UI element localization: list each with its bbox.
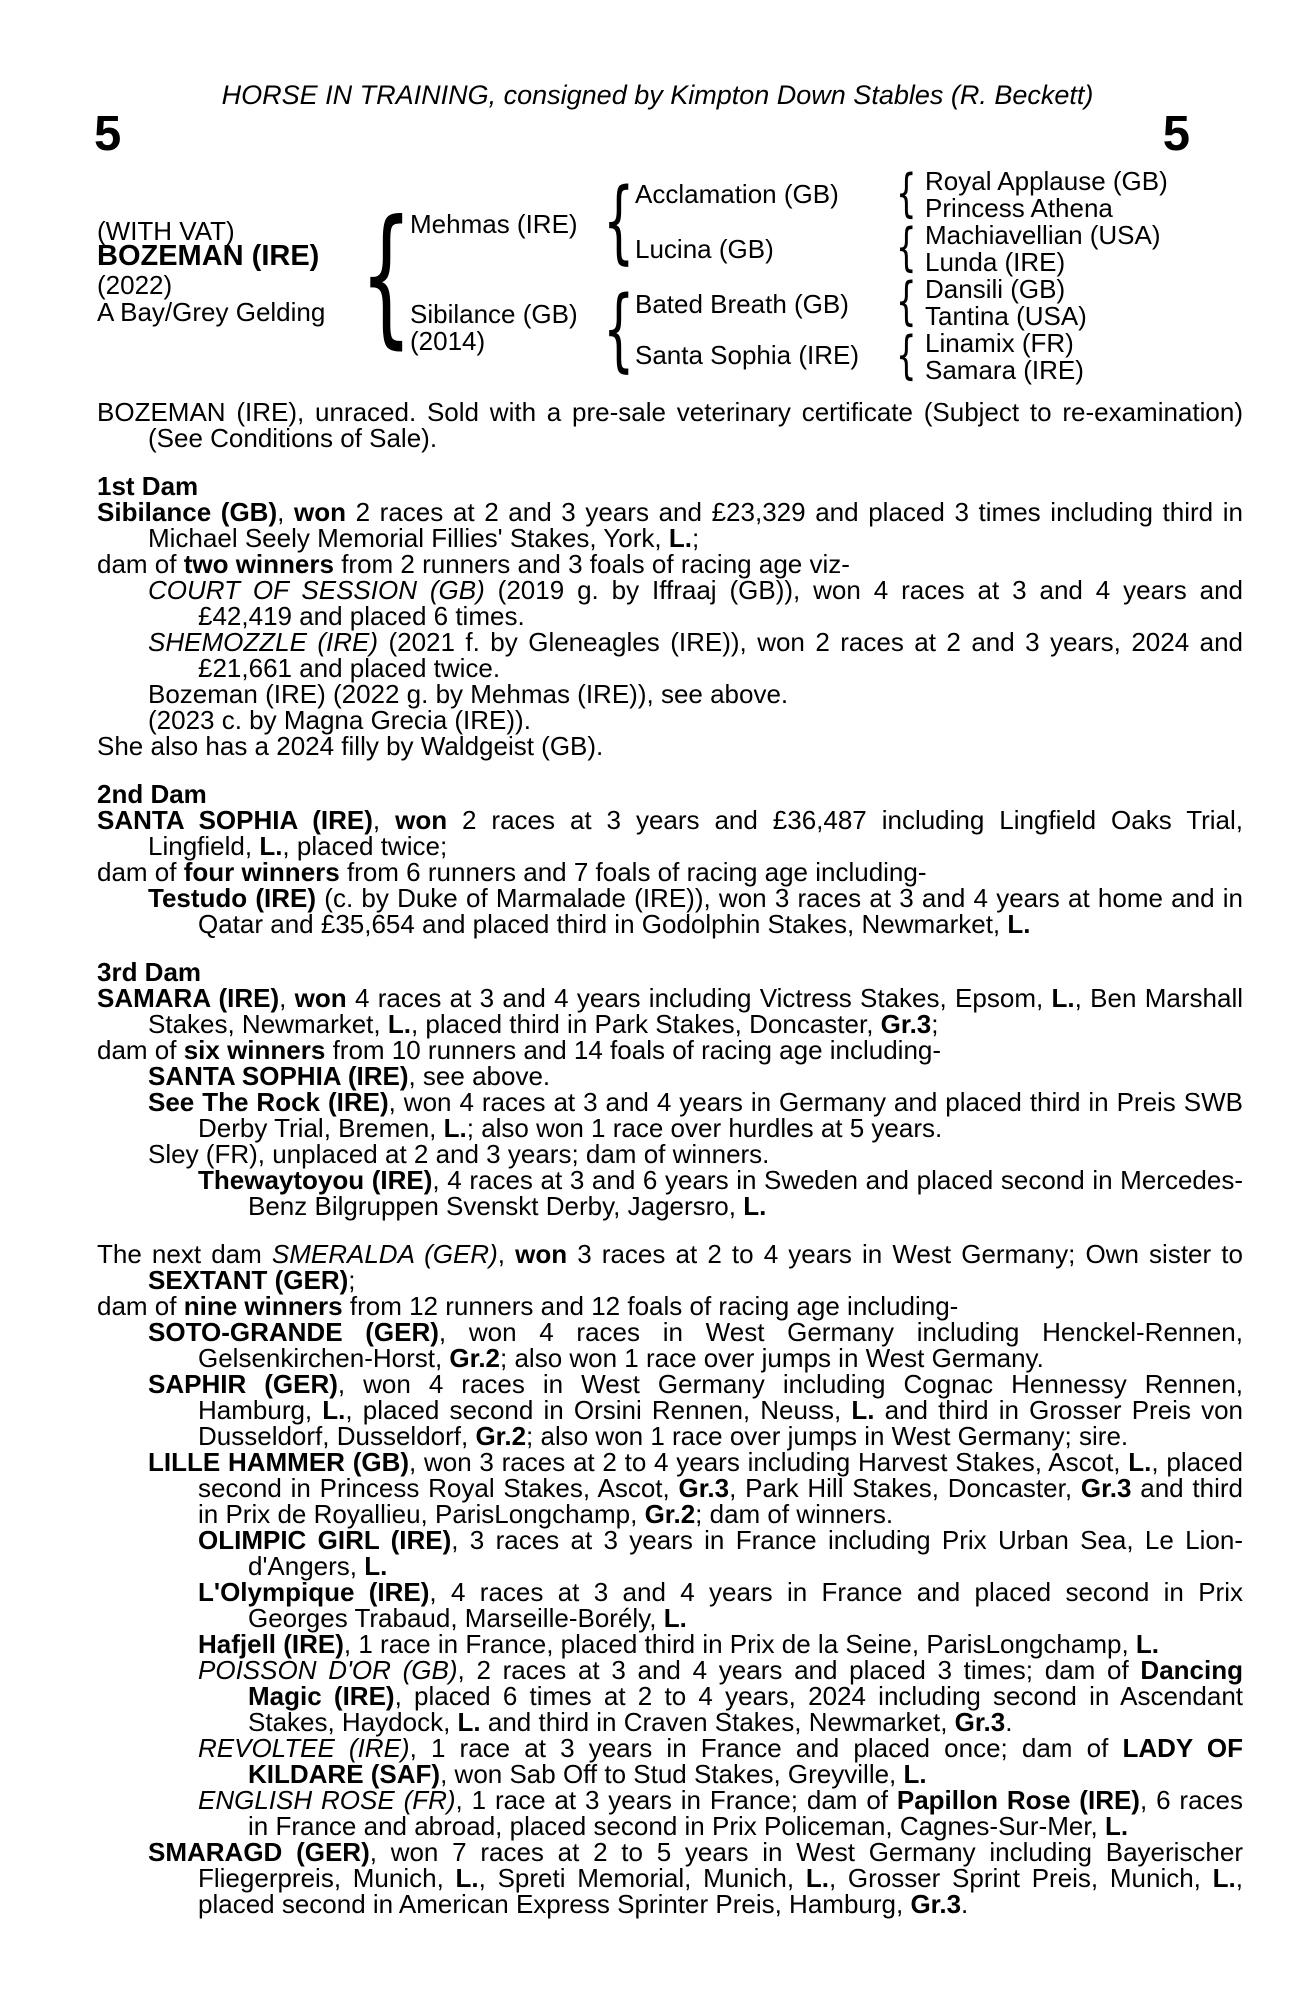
text-run: ; bbox=[691, 523, 700, 553]
great-grandsire-2: Machiavellian (USA) bbox=[925, 220, 1161, 250]
catalogue-paragraph bbox=[97, 1735, 1243, 1787]
text-run: and third in Prix de Royallieu, ParisLongchamp, bbox=[198, 1473, 1243, 1529]
text-run: , bbox=[277, 497, 294, 527]
text-run: SANTA SOPHIA (IRE) bbox=[97, 805, 373, 835]
text-run: dam of bbox=[97, 1035, 184, 1065]
text-run: won bbox=[395, 805, 448, 835]
text-run: LADY OF KILDARE (SAF) bbox=[248, 1733, 1243, 1789]
text-run: , Ben Marshall Stakes, Newmarket, bbox=[148, 983, 1244, 1039]
pedigree-brace-gp1: { bbox=[896, 164, 917, 224]
catalogue-paragraph bbox=[97, 733, 1243, 759]
text-run: SAPHIR (GER) bbox=[148, 1369, 338, 1399]
text-run: The next dam bbox=[97, 1239, 272, 1269]
text-run: ; bbox=[931, 1009, 939, 1039]
text-run: Sibilance (GB) bbox=[97, 497, 278, 527]
text-run: L. bbox=[1105, 1811, 1129, 1841]
text-run: , Park Hill Stakes, Doncaster, bbox=[729, 1473, 1081, 1503]
text-run: , 1 race at 3 years in France; dam of bbox=[455, 1785, 897, 1815]
catalogue-paragraph bbox=[97, 1319, 1243, 1371]
text-run: L. bbox=[851, 1395, 875, 1425]
catalogue-paragraph bbox=[97, 1241, 1243, 1293]
great-grandsire-3: Dansili (GB) bbox=[925, 274, 1066, 304]
text-run: Papillon Rose (IRE) bbox=[896, 1785, 1140, 1815]
catalogue-paragraph bbox=[97, 1579, 1243, 1631]
text-run: L'Olympique (IRE) bbox=[198, 1577, 430, 1607]
text-run: , placed second in Princess Royal Stakes, Ascot, bbox=[198, 1447, 1243, 1503]
text-run: L. bbox=[364, 1551, 388, 1581]
text-run: L. bbox=[1051, 983, 1075, 1013]
text-run: Gr.2 bbox=[449, 1343, 501, 1373]
text-run: L. bbox=[805, 1863, 829, 1893]
text-run: , won 7 races at 2 to 5 years in West Germany including Bayerischer Fliegerpreis, Munich, bbox=[198, 1837, 1243, 1893]
great-granddam-1: Princess Athena bbox=[925, 193, 1113, 223]
text-run: 4 races at 3 and 4 years including Victress Stakes, Epsom, bbox=[346, 983, 1052, 1013]
text-run: , bbox=[497, 1239, 516, 1269]
text-run: , 1 race in France, placed third in Prix de la Seine, ParisLongchamp, bbox=[343, 1629, 1136, 1659]
text-run: , 1 race at 3 years in France and placed once; dam of bbox=[409, 1733, 1123, 1763]
lot-number-left: 5 bbox=[94, 107, 122, 161]
text-run: Gr.3 bbox=[880, 1009, 932, 1039]
text-run: (2019 g. by Iffraaj (GB)), won 4 races at 3 and 4 years and £42,419 and placed 6 times. bbox=[198, 575, 1243, 631]
text-run: , won 4 races at 3 and 4 years in Germany and placed third in Preis SWB Derby Trial, Bremen, bbox=[198, 1087, 1243, 1143]
text-run: See The Rock (IRE) bbox=[148, 1087, 389, 1117]
text-run: , won 3 races at 2 to 4 years including Harvest Stakes, Ascot, bbox=[409, 1447, 1129, 1477]
catalogue-paragraph bbox=[97, 1657, 1243, 1735]
sire-of-dam: Bated Breath (GB) bbox=[635, 289, 849, 319]
text-run: , placed second in American Express Sprinter Preis, Hamburg, bbox=[198, 1863, 1243, 1919]
text-run: L. bbox=[322, 1395, 346, 1425]
text-run: , 6 races in France and abroad, placed second in Prix Policeman, Cagnes-Sur-Mer, bbox=[248, 1785, 1243, 1841]
text-run: L. bbox=[259, 831, 283, 861]
text-run: SAMARA (IRE) bbox=[97, 983, 280, 1013]
text-run: Gr.2 bbox=[644, 1499, 696, 1529]
catalogue-paragraph bbox=[97, 1787, 1243, 1839]
catalogue-paragraph bbox=[97, 1037, 1243, 1063]
text-run: POISSON D'OR (GB) bbox=[198, 1655, 458, 1685]
subject-foaling-year: (2022) bbox=[97, 270, 173, 300]
text-run: Hafjell (IRE) bbox=[198, 1629, 344, 1659]
catalogue-paragraph bbox=[97, 859, 1243, 885]
text-run: , 3 races at 3 years in France including Prix Urban Sea, Le Lion-d'Angers, bbox=[248, 1525, 1243, 1581]
pedigree-brace-gp3: { bbox=[896, 272, 917, 332]
text-run: four winners bbox=[183, 857, 340, 887]
catalogue-paragraph bbox=[97, 807, 1243, 859]
text-run: 2 races at 2 and 3 years and £23,329 and placed 3 times including third in Michael Seely Memorial Fillies' Stakes, York, bbox=[148, 497, 1243, 553]
catalogue-paragraph bbox=[97, 1167, 1243, 1219]
text-run: LILLE HAMMER (GB) bbox=[148, 1447, 410, 1477]
text-run: , won Sab Off to Stud Stakes, Greyville, bbox=[440, 1759, 904, 1789]
text-run: SEXTANT (GER) bbox=[148, 1265, 349, 1295]
catalogue-paragraph bbox=[97, 1089, 1243, 1141]
sire-name: Mehmas (IRE) bbox=[410, 209, 578, 239]
subject-description: A Bay/Grey Gelding bbox=[97, 297, 326, 327]
text-run: , placed 6 times at 2 to 4 years, 2024 including second in Ascendant Stakes, Haydock, bbox=[248, 1681, 1243, 1737]
text-run: SMERALDA (GER) bbox=[271, 1239, 498, 1269]
text-run: Gr.3 bbox=[954, 1707, 1006, 1737]
text-run: (2021 f. by Gleneagles (IRE)), won 2 races at 2 and 3 years, 2024 and £21,661 and placed twice. bbox=[198, 627, 1243, 683]
text-run: from 10 runners and 14 foals of racing age including- bbox=[325, 1035, 942, 1065]
catalogue-paragraph bbox=[97, 985, 1243, 1037]
text-run: , placed second in Orsini Rennen, Neuss, bbox=[345, 1395, 852, 1425]
pedigree-brace-gp2: { bbox=[896, 218, 917, 278]
pedigree-brace-main: { bbox=[360, 189, 413, 363]
text-run: , won 4 races in West Germany including Henckel-Rennen, Gelsenkirchen-Horst, bbox=[198, 1317, 1243, 1373]
text-run: ; also won 1 race over hurdles at 5 years. bbox=[466, 1113, 943, 1143]
text-run: from 6 runners and 7 foals of racing age including- bbox=[339, 857, 927, 887]
text-run: REVOLTEE (IRE) bbox=[198, 1733, 410, 1763]
text-run: ; also won 1 race over jumps in West Germany. bbox=[500, 1343, 1044, 1373]
text-run: L. bbox=[455, 1863, 479, 1893]
text-run: Gr.3 bbox=[1080, 1473, 1132, 1503]
text-run: ENGLISH ROSE (FR) bbox=[198, 1785, 456, 1815]
text-run: Gr.3 bbox=[910, 1889, 962, 1919]
great-granddam-2: Lunda (IRE) bbox=[925, 247, 1066, 277]
text-run: (2023 c. by Magna Grecia (IRE)). bbox=[148, 705, 531, 735]
text-run: SHEMOZZLE (IRE) bbox=[148, 627, 379, 657]
text-run: L. bbox=[457, 1707, 481, 1737]
text-run: , bbox=[279, 983, 295, 1013]
text-run: ; bbox=[348, 1265, 356, 1295]
text-run: SOTO-GRANDE (GER) bbox=[148, 1317, 439, 1347]
text-run: She also has a 2024 filly by Waldgeist (GB). bbox=[97, 731, 604, 761]
text-run: won bbox=[515, 1239, 568, 1269]
dam-section-heading: 3rd Dam bbox=[97, 957, 202, 987]
text-run: (c. by Duke of Marmalade (IRE)), won 3 races at 3 and 4 years at home and in Qatar and £35,654 and placed third in Godolphin Stakes, Newmarket, bbox=[198, 883, 1243, 939]
catalogue-paragraph bbox=[97, 551, 1243, 577]
text-run: dam of bbox=[97, 549, 184, 579]
text-run: L. bbox=[1128, 1447, 1152, 1477]
catalogue-paragraph bbox=[97, 499, 1243, 551]
text-run: Gr.3 bbox=[678, 1473, 730, 1503]
text-run: BOZEMAN (IRE), unraced. Sold with a pre-sale veterinary certificate (Subject to re-examination) (See Conditions of Sale). bbox=[97, 397, 1243, 453]
dam-of-dam: Santa Sophia (IRE) bbox=[635, 340, 860, 370]
text-run: Gr.2 bbox=[475, 1421, 527, 1451]
text-run: , placed third in Park Stakes, Doncaster, bbox=[410, 1009, 881, 1039]
catalogue-paragraph bbox=[97, 1141, 1243, 1167]
text-run: OLIMPIC GIRL (IRE) bbox=[198, 1525, 452, 1555]
text-run: , 4 races at 3 and 4 years in France and placed second in Prix Georges Trabaud, Marseille-Borély, bbox=[248, 1577, 1243, 1633]
vat-note: (WITH VAT) bbox=[97, 216, 235, 246]
great-granddam-3: Tantina (USA) bbox=[925, 301, 1087, 331]
sire-of-sire: Acclamation (GB) bbox=[635, 179, 839, 209]
text-run: SANTA SOPHIA (IRE) bbox=[148, 1061, 409, 1091]
text-run: , placed twice; bbox=[282, 831, 448, 861]
pedigree-brace-sire: { bbox=[603, 169, 635, 274]
catalogue-paragraph bbox=[97, 1371, 1243, 1449]
dam-foaling-year: (2014) bbox=[410, 326, 486, 356]
catalogue-paragraph bbox=[97, 1527, 1243, 1579]
catalogue-body bbox=[97, 399, 1243, 1917]
catalogue-paragraph bbox=[97, 1063, 1243, 1089]
text-run: two winners bbox=[183, 549, 334, 579]
text-run: L. bbox=[387, 1009, 411, 1039]
catalogue-paragraph bbox=[97, 1293, 1243, 1319]
dam-of-sire: Lucina (GB) bbox=[635, 234, 774, 264]
catalogue-paragraph bbox=[97, 629, 1243, 681]
catalogue-paragraph bbox=[97, 681, 1243, 707]
text-run: , Grosser Sprint Preis, Munich, bbox=[828, 1863, 1213, 1893]
text-run: L. bbox=[903, 1759, 927, 1789]
text-run: L. bbox=[1135, 1629, 1160, 1659]
text-run: . bbox=[1005, 1707, 1013, 1737]
text-run: L. bbox=[668, 523, 692, 553]
text-run: Bozeman (IRE) (2022 g. by Mehmas (IRE)), see above. bbox=[148, 679, 789, 709]
text-run: and third in Grosser Preis von Dusseldorf, Dusseldorf, bbox=[198, 1395, 1244, 1451]
catalogue-paragraph bbox=[97, 885, 1243, 937]
text-run: L. bbox=[1007, 909, 1031, 939]
text-run: COURT OF SESSION (GB) bbox=[148, 575, 485, 605]
text-run: L. bbox=[743, 1191, 767, 1221]
text-run: , bbox=[372, 805, 396, 835]
text-run: and third in Craven Stakes, Newmarket, bbox=[480, 1707, 955, 1737]
catalogue-paragraph bbox=[97, 1631, 1243, 1657]
text-run: , 2 races at 3 and 4 years and placed 3 times; dam of bbox=[457, 1655, 1141, 1685]
text-run: Dancing Magic (IRE) bbox=[248, 1655, 1243, 1711]
text-run: L. bbox=[443, 1113, 467, 1143]
dam-name: Sibilance (GB) bbox=[410, 299, 578, 329]
text-run: six winners bbox=[183, 1035, 326, 1065]
text-run: , Spreti Memorial, Munich, bbox=[478, 1863, 806, 1893]
text-run: dam of bbox=[97, 1291, 184, 1321]
great-grandsire-1: Royal Applause (GB) bbox=[925, 166, 1168, 196]
page-title: HORSE IN TRAINING, consigned by Kimpton Down Stables (R. Beckett) bbox=[221, 80, 1094, 110]
catalogue-paragraph bbox=[97, 1839, 1243, 1917]
text-run: won bbox=[294, 983, 347, 1013]
text-run: dam of bbox=[97, 857, 184, 887]
lot-number-right: 5 bbox=[1162, 107, 1190, 161]
text-run: Sley (FR), unplaced at 2 and 3 years; dam of winners. bbox=[148, 1139, 770, 1169]
text-run: Thewaytoyou (IRE) bbox=[198, 1165, 433, 1195]
catalogue-paragraph bbox=[97, 1449, 1243, 1527]
text-run: won bbox=[293, 497, 346, 527]
text-run: , 4 races at 3 and 6 years in Sweden and placed second in Mercedes-Benz Bilgruppen Svenskt Derby, Jagersro, bbox=[248, 1165, 1243, 1221]
text-run: . bbox=[961, 1889, 969, 1919]
text-run: Testudo (IRE) bbox=[148, 883, 317, 913]
text-run: , see above. bbox=[408, 1061, 551, 1091]
text-run: L. bbox=[1212, 1863, 1236, 1893]
text-run: 3 races at 2 to 4 years in West Germany; Own sister to bbox=[567, 1239, 1243, 1269]
text-run: nine winners bbox=[183, 1291, 343, 1321]
text-run: 2 races at 3 years and £36,487 including Lingfield Oaks Trial, Lingfield, bbox=[148, 805, 1244, 861]
catalogue-paragraph bbox=[97, 577, 1243, 629]
text-run: ; dam of winners. bbox=[695, 1499, 894, 1529]
catalogue-paragraph bbox=[97, 399, 1243, 451]
great-granddam-4: Samara (IRE) bbox=[925, 355, 1084, 385]
text-run: SMARAGD (GER) bbox=[148, 1837, 370, 1867]
great-grandsire-4: Linamix (FR) bbox=[925, 328, 1074, 358]
subject-horse-name: BOZEMAN (IRE) bbox=[97, 240, 320, 272]
dam-section-heading: 1st Dam bbox=[97, 471, 199, 501]
pedigree-brace-dam: { bbox=[603, 277, 635, 382]
text-run: L. bbox=[663, 1603, 687, 1633]
dam-section-heading: 2nd Dam bbox=[97, 779, 207, 809]
text-run: , won 4 races in West Germany including Cognac Hennessy Rennen, Hamburg, bbox=[198, 1369, 1243, 1425]
text-run: from 12 runners and 12 foals of racing age including- bbox=[342, 1291, 959, 1321]
text-run: from 2 runners and 3 foals of racing age viz- bbox=[333, 549, 850, 579]
pedigree-brace-gp4: { bbox=[896, 326, 917, 386]
catalogue-paragraph bbox=[97, 707, 1243, 733]
text-run: ; also won 1 race over jumps in West Germany; sire. bbox=[526, 1421, 1129, 1451]
